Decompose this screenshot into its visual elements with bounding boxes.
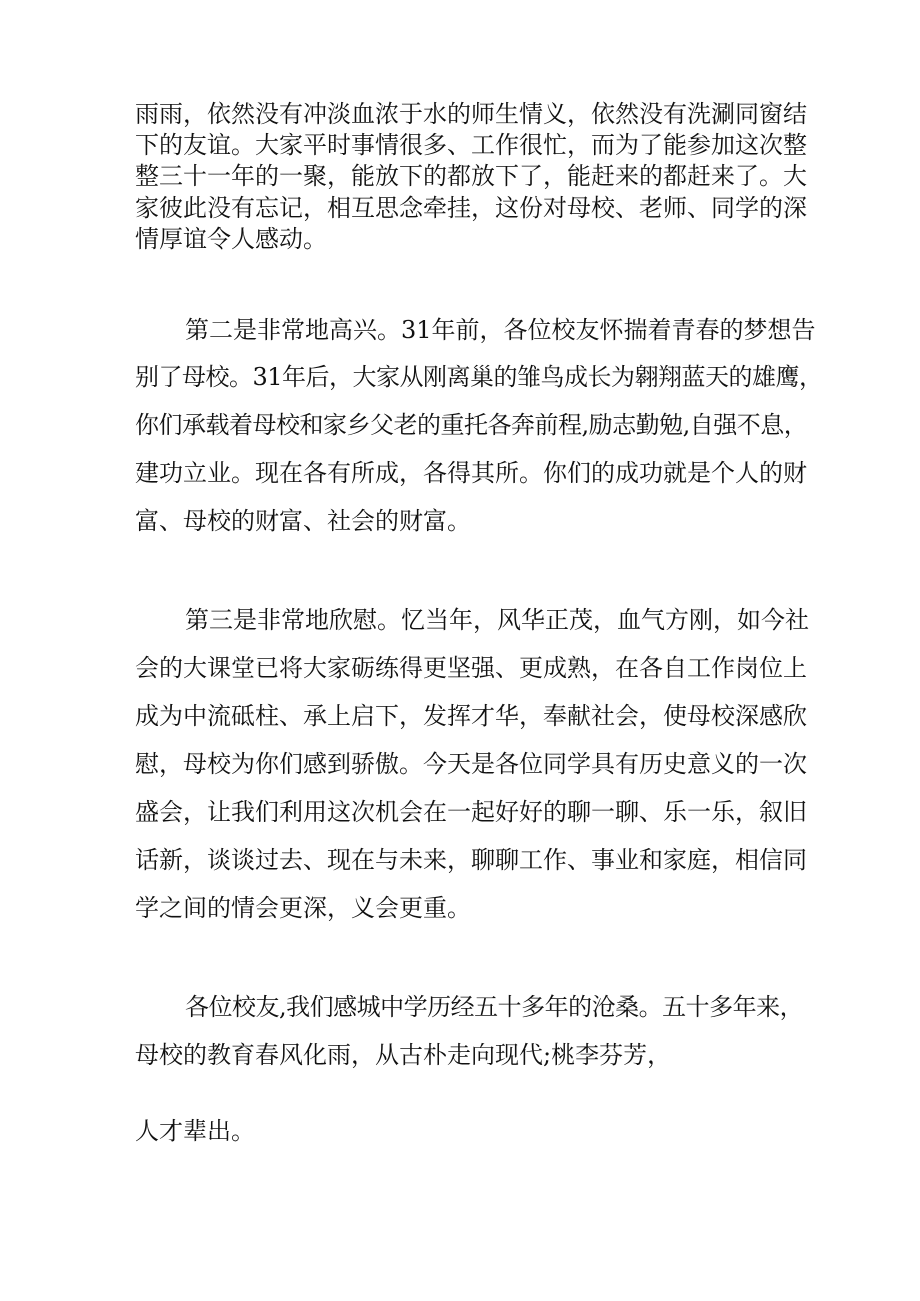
paragraph-1-line-2: 下的友谊。大家平时事情很多、工作很忙，而为了能参加这次整 <box>135 131 807 159</box>
paragraph-5-line-1: 人才辈出。 <box>135 1117 255 1145</box>
paragraph-2-line-4: 建功立业。现在各有所成，各得其所。你们的成功就是个人的财 <box>135 459 807 487</box>
paragraph-4-line-1: 各位校友,我们感城中学历经五十多年的沧桑。五十多年来， <box>185 993 804 1021</box>
paragraph-1-line-1: 雨雨，依然没有冲淡血浓于水的师生情义，依然没有洗涮同窗结 <box>135 100 807 128</box>
paragraph-2-line-3: 你们承载着母校和家乡父老的重托各奔前程,励志勤勉,自强不息， <box>135 411 808 439</box>
paragraph-3-line-5: 盛会，让我们利用这次机会在一起好好的聊一聊、乐一乐，叙旧 <box>135 798 807 826</box>
paragraph-3-line-6: 话新，谈谈过去、现在与未来，聊聊工作、事业和家庭，相信同 <box>135 846 807 874</box>
paragraph-3-line-3: 成为中流砥柱、承上启下，发挥才华，奉献社会，使母校深感欣 <box>135 702 807 730</box>
paragraph-3-line-1: 第三是非常地欣慰。忆当年，风华正茂，血气方刚，如今社 <box>185 606 809 634</box>
paragraph-2-line-1: 第二是非常地高兴。31年前，各位校友怀揣着青春的梦想告 <box>185 316 816 344</box>
paragraph-3-line-4: 慰，母校为你们感到骄傲。今天是各位同学具有历史意义的一次 <box>135 750 807 778</box>
paragraph-1-line-5: 情厚谊令人感动。 <box>135 225 327 253</box>
paragraph-1-line-4: 家彼此没有忘记，相互思念牵挂，这份对母校、老师、同学的深 <box>135 194 807 222</box>
paragraph-3-line-7: 学之间的情会更深，义会更重。 <box>135 894 471 922</box>
paragraph-2-line-5: 富、母校的财富、社会的财富。 <box>135 507 471 535</box>
paragraph-4-line-2: 母校的教育春风化雨，从古朴走向现代;桃李芬芳， <box>135 1041 672 1069</box>
paragraph-1-line-3: 整三十一年的一聚，能放下的都放下了，能赶来的都赶来了。大 <box>135 162 807 190</box>
paragraph-3-line-2: 会的大课堂已将大家砺练得更坚强、更成熟，在各自工作岗位上 <box>135 654 807 682</box>
paragraph-2-line-2: 别了母校。31年后，大家从刚离巢的雏鸟成长为翱翔蓝天的雄鹰， <box>135 363 823 391</box>
